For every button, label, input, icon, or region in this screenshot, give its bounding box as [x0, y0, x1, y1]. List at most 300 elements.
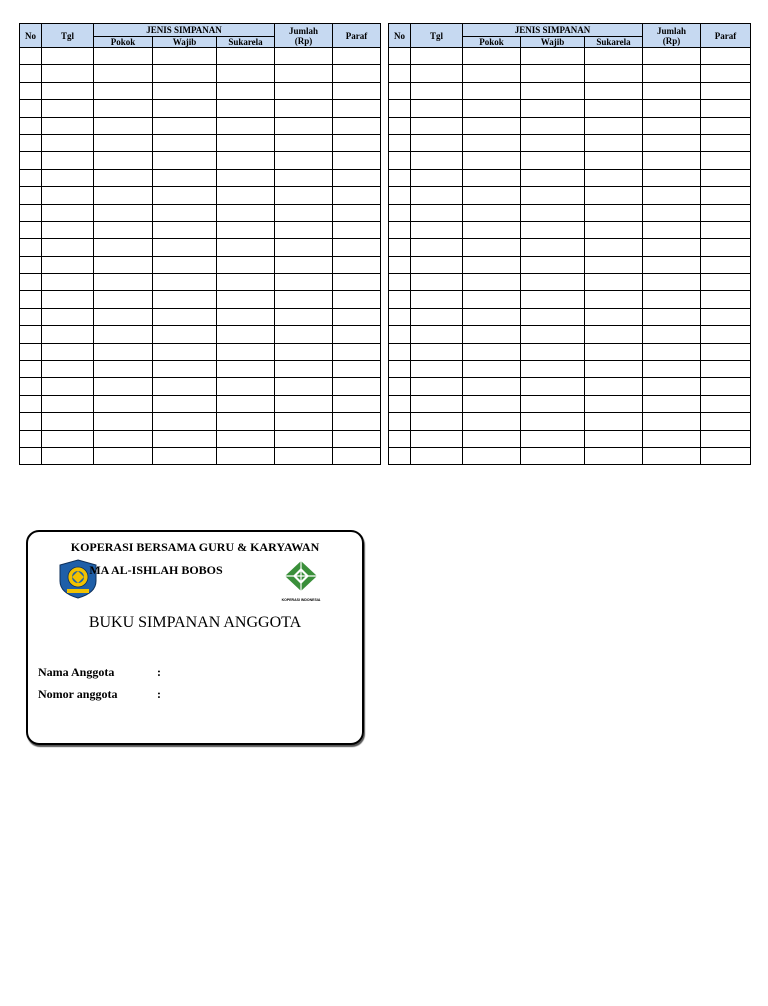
header-paraf: Paraf — [333, 24, 381, 48]
header-jumlah — [643, 24, 701, 48]
ledger-cell — [585, 100, 643, 117]
ledger-cell — [521, 343, 585, 360]
ledger-cell — [275, 395, 333, 412]
ledger-cell — [389, 152, 411, 169]
table-row — [20, 152, 381, 169]
ledger-cell — [20, 256, 42, 273]
ledger-cell — [643, 395, 701, 412]
ledger-cell — [521, 169, 585, 186]
ledger-cell — [643, 291, 701, 308]
table-row — [389, 82, 751, 99]
ledger-cell — [585, 395, 643, 412]
ledger-cell — [153, 169, 217, 186]
ledger-cell — [275, 134, 333, 151]
ledger-cell — [333, 361, 381, 378]
table-row — [20, 100, 381, 117]
ledger-cell — [217, 308, 275, 325]
ledger-cell — [701, 256, 751, 273]
table-row — [20, 326, 381, 343]
ledger-cell — [333, 378, 381, 395]
ledger-cell — [585, 221, 643, 238]
ledger-cell — [94, 100, 153, 117]
ledger-cell — [94, 117, 153, 134]
ledger-cell — [701, 169, 751, 186]
ledger-cell — [42, 343, 94, 360]
ledger-cell — [333, 291, 381, 308]
ledger-cell — [463, 378, 521, 395]
ledger-cell — [701, 430, 751, 447]
ledger-cell — [94, 152, 153, 169]
table-row — [389, 395, 751, 412]
ledger-cell — [20, 308, 42, 325]
ledger-cell — [42, 221, 94, 238]
ledger-cell — [411, 187, 463, 204]
ledger-cell — [153, 187, 217, 204]
ledger-cell — [20, 378, 42, 395]
table-row — [20, 361, 381, 378]
ledger-cell — [463, 65, 521, 82]
ledger-cell — [217, 152, 275, 169]
ledger-cell — [701, 447, 751, 464]
ledger-cell — [411, 65, 463, 82]
table-row — [20, 239, 381, 256]
ledger-cell — [333, 430, 381, 447]
ledger-cell — [275, 221, 333, 238]
ledger-cell — [701, 274, 751, 291]
ledger-cell — [643, 308, 701, 325]
header-jenis-simpanan: JENIS SIMPANAN — [463, 24, 643, 37]
ledger-cell — [643, 152, 701, 169]
ledger-cell — [643, 117, 701, 134]
ledger-cell — [411, 169, 463, 186]
ledger-cell — [275, 326, 333, 343]
ledger-cell — [389, 447, 411, 464]
ledger-cell — [153, 291, 217, 308]
ledger-cell — [463, 308, 521, 325]
ledger-cell — [463, 134, 521, 151]
table-row — [20, 134, 381, 151]
ledger-cell — [463, 82, 521, 99]
ledger-cell — [275, 152, 333, 169]
ledger-cell — [217, 48, 275, 65]
ledger-cell — [521, 447, 585, 464]
ledger-cell — [585, 447, 643, 464]
ledger-cell — [389, 361, 411, 378]
ledger-cell — [153, 152, 217, 169]
table-row — [20, 413, 381, 430]
ledger-cell — [585, 65, 643, 82]
ledger-cell — [585, 361, 643, 378]
ledger-cell — [217, 100, 275, 117]
ledger-cell — [20, 291, 42, 308]
ledger-cell — [94, 308, 153, 325]
ledger-cell — [521, 308, 585, 325]
header-paraf: Paraf — [701, 24, 751, 48]
ledger-cell — [701, 82, 751, 99]
ledger-cell — [701, 204, 751, 221]
ledger-cell — [463, 343, 521, 360]
ledger-cell — [411, 361, 463, 378]
ledger-cell — [411, 204, 463, 221]
ledger-cell — [153, 430, 217, 447]
ledger-cell — [20, 82, 42, 99]
table-row — [389, 187, 751, 204]
table-row — [20, 221, 381, 238]
ledger-cell — [42, 430, 94, 447]
ledger-cell — [411, 152, 463, 169]
ledger-cell — [389, 117, 411, 134]
ledger-cell — [217, 447, 275, 464]
ledger-cell — [585, 134, 643, 151]
ledger-cell — [643, 100, 701, 117]
ledger-cell — [701, 378, 751, 395]
table-row — [389, 343, 751, 360]
ledger-cell — [217, 395, 275, 412]
savings-ledger-right — [388, 23, 751, 465]
ledger-cell — [333, 308, 381, 325]
ledger-cell — [585, 326, 643, 343]
ledger-cell — [217, 291, 275, 308]
ledger-cell — [275, 100, 333, 117]
ledger-cell — [20, 48, 42, 65]
ledger-cell — [643, 326, 701, 343]
ledger-cell — [463, 361, 521, 378]
ledger-cell — [521, 65, 585, 82]
table-row — [389, 256, 751, 273]
ledger-cell — [463, 326, 521, 343]
ledger-cell — [333, 326, 381, 343]
ledger-cell — [20, 187, 42, 204]
ledger-cell — [585, 169, 643, 186]
ledger-cell — [153, 274, 217, 291]
ledger-cell — [333, 274, 381, 291]
ledger-cell — [153, 395, 217, 412]
ledger-cell — [153, 256, 217, 273]
ledger-cell — [42, 100, 94, 117]
ledger-cell — [94, 65, 153, 82]
ledger-cell — [643, 239, 701, 256]
ledger-cell — [94, 221, 153, 238]
ledger-cell — [94, 187, 153, 204]
ledger-cell — [153, 413, 217, 430]
ledger-cell — [94, 256, 153, 273]
ledger-cell — [153, 117, 217, 134]
table-row — [389, 65, 751, 82]
ledger-cell — [463, 48, 521, 65]
ledger-cell — [217, 204, 275, 221]
ledger-cell — [275, 169, 333, 186]
koperasi-emblem-icon — [277, 559, 325, 593]
ledger-cell — [42, 48, 94, 65]
table-row — [20, 291, 381, 308]
ledger-cell — [153, 82, 217, 99]
ledger-cell — [411, 413, 463, 430]
header-sukarela: Sukarela — [585, 37, 643, 48]
ledger-cell — [411, 48, 463, 65]
ledger-cell — [20, 361, 42, 378]
header-wajib: Wajib — [153, 37, 217, 48]
ledger-cell — [411, 221, 463, 238]
ledger-cell — [275, 447, 333, 464]
card-title: BUKU SIMPANAN ANGGOTA — [88, 614, 302, 631]
ledger-cell — [389, 291, 411, 308]
ledger-cell — [94, 343, 153, 360]
table-row — [20, 204, 381, 221]
table-row — [20, 274, 381, 291]
ledger-cell — [643, 343, 701, 360]
ledger-cell — [275, 82, 333, 99]
table-row — [389, 100, 751, 117]
member-number-field — [38, 687, 161, 702]
ledger-cell — [275, 204, 333, 221]
table-row — [389, 308, 751, 325]
ledger-cell — [217, 134, 275, 151]
ledger-cell — [42, 361, 94, 378]
ledger-cell — [521, 413, 585, 430]
ledger-cell — [521, 291, 585, 308]
ledger-cell — [521, 152, 585, 169]
table-row — [20, 169, 381, 186]
table-row — [20, 343, 381, 360]
table-row — [389, 204, 751, 221]
ledger-cell — [275, 413, 333, 430]
ledger-cell — [521, 82, 585, 99]
ledger-cell — [333, 343, 381, 360]
ledger-cell — [411, 291, 463, 308]
table-row — [20, 65, 381, 82]
ledger-cell — [521, 430, 585, 447]
table-row — [20, 308, 381, 325]
table-row — [389, 274, 751, 291]
ledger-cell — [275, 291, 333, 308]
ledger-cell — [411, 447, 463, 464]
header-pokok: Pokok — [463, 37, 521, 48]
ledger-cell — [701, 343, 751, 360]
ledger-cell — [585, 343, 643, 360]
ledger-cell — [521, 48, 585, 65]
ledger-cell — [643, 430, 701, 447]
ledger-cell — [275, 308, 333, 325]
table-row — [389, 48, 751, 65]
ledger-cell — [94, 134, 153, 151]
ledger-cell — [643, 169, 701, 186]
ledger-cell — [217, 117, 275, 134]
ledger-cell — [42, 152, 94, 169]
ledger-cell — [42, 239, 94, 256]
ledger-cell — [217, 326, 275, 343]
ledger-cell — [521, 187, 585, 204]
ledger-cell — [463, 187, 521, 204]
savings-ledger-left — [19, 23, 381, 465]
ledger-cell — [275, 117, 333, 134]
header-sukarela: Sukarela — [217, 37, 275, 48]
ledger-body-left — [20, 48, 381, 465]
table-row — [389, 169, 751, 186]
member-card — [26, 530, 364, 745]
ledger-cell — [463, 256, 521, 273]
ledger-cell — [521, 274, 585, 291]
ledger-cell — [42, 204, 94, 221]
header-jumlah-label: Jumlah — [656, 25, 686, 36]
ledger-cell — [585, 308, 643, 325]
table-row — [20, 48, 381, 65]
ledger-cell — [153, 239, 217, 256]
ledger-cell — [701, 48, 751, 65]
ledger-cell — [411, 239, 463, 256]
ledger-cell — [94, 413, 153, 430]
ledger-cell — [701, 117, 751, 134]
ledger-cell — [94, 430, 153, 447]
ledger-cell — [643, 48, 701, 65]
ledger-cell — [701, 413, 751, 430]
ledger-cell — [20, 204, 42, 221]
ledger-cell — [585, 239, 643, 256]
ledger-cell — [585, 152, 643, 169]
ledger-cell — [217, 378, 275, 395]
table-row — [389, 221, 751, 238]
ledger-cell — [217, 361, 275, 378]
ledger-cell — [585, 48, 643, 65]
header-pokok: Pokok — [94, 37, 153, 48]
table-row — [389, 239, 751, 256]
ledger-cell — [411, 274, 463, 291]
ledger-cell — [20, 117, 42, 134]
ledger-cell — [411, 395, 463, 412]
ledger-cell — [42, 117, 94, 134]
ledger-cell — [411, 308, 463, 325]
ledger-cell — [333, 221, 381, 238]
ledger-cell — [275, 187, 333, 204]
ledger-cell — [333, 100, 381, 117]
ledger-cell — [463, 204, 521, 221]
ledger-cell — [20, 100, 42, 117]
ledger-cell — [275, 65, 333, 82]
ledger-cell — [585, 187, 643, 204]
table-row — [389, 152, 751, 169]
table-row — [20, 430, 381, 447]
header-no: No — [389, 24, 411, 48]
ledger-cell — [389, 274, 411, 291]
table-row — [389, 117, 751, 134]
ledger-cell — [94, 291, 153, 308]
ledger-cell — [701, 152, 751, 169]
ledger-cell — [389, 378, 411, 395]
table-row — [20, 447, 381, 464]
ledger-cell — [20, 326, 42, 343]
ledger-cell — [153, 65, 217, 82]
ledger-cell — [389, 134, 411, 151]
ledger-cell — [643, 447, 701, 464]
ledger-cell — [42, 134, 94, 151]
ledger-cell — [643, 82, 701, 99]
header-jumlah-unit: (Rp) — [662, 35, 681, 46]
ledger-cell — [643, 65, 701, 82]
ledger-cell — [42, 291, 94, 308]
ledger-cell — [94, 274, 153, 291]
ledger-cell — [42, 82, 94, 99]
ledger-cell — [521, 378, 585, 395]
table-row — [389, 413, 751, 430]
header-no: No — [20, 24, 42, 48]
ledger-cell — [20, 430, 42, 447]
ledger-cell — [643, 413, 701, 430]
table-row — [20, 187, 381, 204]
ledger-cell — [275, 430, 333, 447]
member-name-colon: : — [157, 665, 161, 679]
ledger-cell — [42, 395, 94, 412]
ledger-cell — [389, 308, 411, 325]
table-row — [389, 447, 751, 464]
ledger-cell — [463, 395, 521, 412]
member-name-field — [38, 665, 161, 680]
ledger-cell — [217, 256, 275, 273]
header-tgl: Tgl — [411, 24, 463, 48]
ledger-cell — [20, 343, 42, 360]
header-jumlah — [275, 24, 333, 48]
ledger-cell — [275, 343, 333, 360]
ledger-cell — [411, 256, 463, 273]
ledger-cell — [463, 221, 521, 238]
ledger-cell — [411, 378, 463, 395]
ledger-cell — [389, 413, 411, 430]
ledger-cell — [20, 274, 42, 291]
ledger-cell — [411, 343, 463, 360]
ledger-cell — [411, 82, 463, 99]
ledger-cell — [701, 308, 751, 325]
ledger-cell — [643, 378, 701, 395]
ledger-cell — [333, 413, 381, 430]
ledger-cell — [94, 239, 153, 256]
ledger-cell — [585, 256, 643, 273]
table-row — [389, 430, 751, 447]
ledger-cell — [521, 326, 585, 343]
ledger-cell — [521, 239, 585, 256]
ledger-cell — [94, 82, 153, 99]
ledger-cell — [389, 169, 411, 186]
ledger-cell — [42, 187, 94, 204]
ledger-cell — [333, 256, 381, 273]
ledger-cell — [20, 413, 42, 430]
ledger-cell — [153, 221, 217, 238]
ledger-cell — [643, 256, 701, 273]
ledger-cell — [217, 274, 275, 291]
ledger-cell — [42, 274, 94, 291]
ledger-cell — [42, 65, 94, 82]
ledger-cell — [153, 134, 217, 151]
ledger-cell — [333, 117, 381, 134]
ledger-cell — [389, 326, 411, 343]
table-row — [389, 134, 751, 151]
ledger-cell — [521, 100, 585, 117]
header-jenis-simpanan: JENIS SIMPANAN — [94, 24, 275, 37]
ledger-cell — [333, 169, 381, 186]
ledger-cell — [42, 326, 94, 343]
ledger-cell — [333, 204, 381, 221]
ledger-cell — [94, 169, 153, 186]
table-row — [20, 378, 381, 395]
ledger-cell — [585, 204, 643, 221]
ledger-cell — [521, 256, 585, 273]
ledger-cell — [521, 395, 585, 412]
ledger-cell — [94, 326, 153, 343]
ledger-cell — [153, 361, 217, 378]
ledger-cell — [153, 343, 217, 360]
koperasi-logo-text: KOPERASI INDONESIA — [281, 598, 321, 602]
ledger-cell — [643, 361, 701, 378]
ledger-cell — [389, 82, 411, 99]
ledger-cell — [333, 82, 381, 99]
header-wajib: Wajib — [521, 37, 585, 48]
